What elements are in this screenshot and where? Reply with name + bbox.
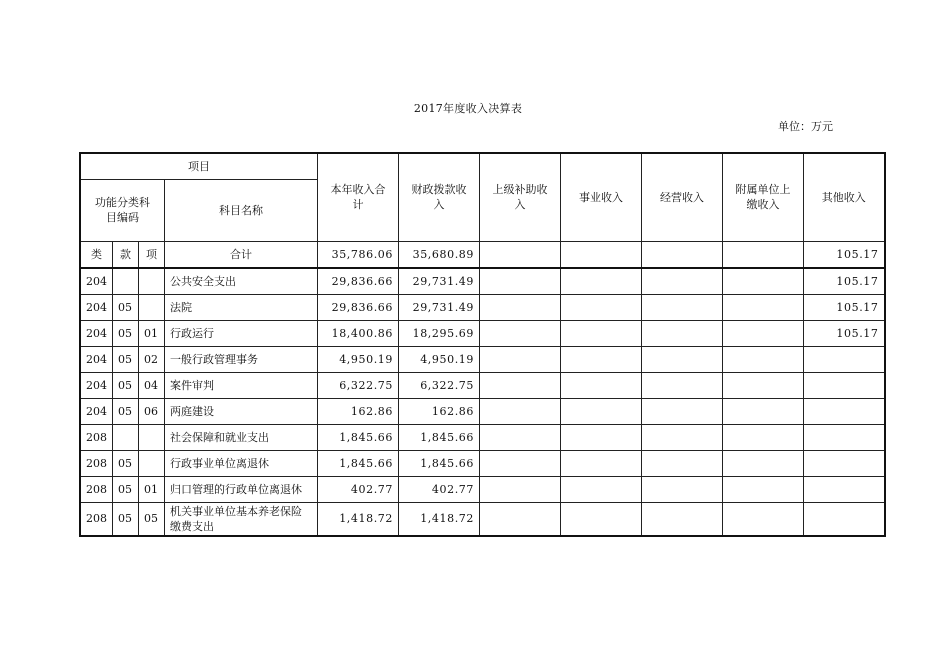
header-xiang: 项 xyxy=(139,241,165,268)
cell-total: 29,836.66 xyxy=(318,268,399,294)
cell-affiliate xyxy=(723,502,804,536)
cell-lei: 204 xyxy=(80,320,113,346)
cell-xiang: 01 xyxy=(139,476,165,502)
cell-operating xyxy=(642,320,723,346)
cell-total: 18,400.86 xyxy=(318,320,399,346)
cell-fiscal: 6,322.75 xyxy=(399,372,480,398)
cell-total: 402.77 xyxy=(318,476,399,502)
cell-operating xyxy=(642,476,723,502)
cell-upper-subsidy xyxy=(480,450,561,476)
cell-fiscal: 1,845.66 xyxy=(399,424,480,450)
cell-kuan: 05 xyxy=(113,450,139,476)
cell-xiang xyxy=(139,294,165,320)
summary-fiscal: 35,680.89 xyxy=(399,241,480,268)
unit-label: 单位：万元 xyxy=(778,120,833,133)
cell-operating xyxy=(642,450,723,476)
cell-lei: 204 xyxy=(80,268,113,294)
cell-fiscal: 29,731.49 xyxy=(399,268,480,294)
cell-lei: 204 xyxy=(80,398,113,424)
cell-other: 105.17 xyxy=(804,268,885,294)
cell-affiliate xyxy=(723,294,804,320)
summary-label: 合计 xyxy=(165,241,318,268)
cell-name: 两庭建设 xyxy=(165,398,318,424)
cell-xiang: 01 xyxy=(139,320,165,346)
cell-xiang: 02 xyxy=(139,346,165,372)
table-row xyxy=(80,450,885,476)
summary-other: 105.17 xyxy=(804,241,885,268)
cell-fiscal: 29,731.49 xyxy=(399,294,480,320)
cell-total: 6,322.75 xyxy=(318,372,399,398)
cell-name: 案件审判 xyxy=(165,372,318,398)
table-row xyxy=(80,424,885,450)
table-row xyxy=(80,502,885,536)
cell-kuan xyxy=(113,268,139,294)
cell-xiang xyxy=(139,424,165,450)
cell-upper-subsidy xyxy=(480,268,561,294)
header-kuan: 款 xyxy=(113,241,139,268)
cell-affiliate xyxy=(723,346,804,372)
cell-business xyxy=(561,476,642,502)
cell-business xyxy=(561,398,642,424)
cell-upper-subsidy xyxy=(480,502,561,536)
cell-upper-subsidy xyxy=(480,398,561,424)
cell-lei: 208 xyxy=(80,450,113,476)
header-affiliate: 附属单位上缴收入 xyxy=(723,153,804,241)
cell-other: 105.17 xyxy=(804,294,885,320)
table-row xyxy=(80,372,885,398)
table-row xyxy=(80,320,885,346)
header-lei: 类 xyxy=(80,241,113,268)
revenue-table xyxy=(79,152,886,537)
cell-fiscal: 18,295.69 xyxy=(399,320,480,346)
cell-xiang: 04 xyxy=(139,372,165,398)
summary-affiliate xyxy=(723,241,804,268)
header-upper-subsidy: 上级补助收入 xyxy=(480,153,561,241)
table-row xyxy=(80,346,885,372)
cell-upper-subsidy xyxy=(480,372,561,398)
cell-business xyxy=(561,502,642,536)
cell-business xyxy=(561,320,642,346)
cell-total: 1,845.66 xyxy=(318,450,399,476)
header-project: 项目 xyxy=(80,153,318,179)
table-row xyxy=(80,268,885,294)
header-row-1 xyxy=(80,153,885,179)
header-business: 事业收入 xyxy=(561,153,642,241)
cell-kuan: 05 xyxy=(113,294,139,320)
cell-lei: 208 xyxy=(80,476,113,502)
cell-other xyxy=(804,372,885,398)
summary-upper-subsidy xyxy=(480,241,561,268)
cell-upper-subsidy xyxy=(480,320,561,346)
cell-affiliate xyxy=(723,476,804,502)
cell-business xyxy=(561,424,642,450)
table-row xyxy=(80,398,885,424)
cell-total: 29,836.66 xyxy=(318,294,399,320)
cell-fiscal: 4,950.19 xyxy=(399,346,480,372)
cell-upper-subsidy xyxy=(480,424,561,450)
cell-business xyxy=(561,268,642,294)
cell-xiang xyxy=(139,450,165,476)
cell-other xyxy=(804,450,885,476)
cell-name: 机关事业单位基本养老保险缴费支出 xyxy=(165,502,318,536)
header-fiscal: 财政拨款收入 xyxy=(399,153,480,241)
summary-row xyxy=(80,241,885,268)
cell-total: 4,950.19 xyxy=(318,346,399,372)
cell-lei: 204 xyxy=(80,346,113,372)
cell-name: 归口管理的行政单位离退休 xyxy=(165,476,318,502)
cell-name: 行政运行 xyxy=(165,320,318,346)
cell-affiliate xyxy=(723,450,804,476)
cell-kuan: 05 xyxy=(113,372,139,398)
cell-business xyxy=(561,294,642,320)
cell-affiliate xyxy=(723,398,804,424)
header-subject-name: 科目名称 xyxy=(165,179,318,241)
cell-name: 公共安全支出 xyxy=(165,268,318,294)
cell-fiscal: 402.77 xyxy=(399,476,480,502)
cell-business xyxy=(561,372,642,398)
cell-operating xyxy=(642,424,723,450)
cell-name: 社会保障和就业支出 xyxy=(165,424,318,450)
summary-operating xyxy=(642,241,723,268)
cell-affiliate xyxy=(723,424,804,450)
cell-operating xyxy=(642,398,723,424)
cell-operating xyxy=(642,502,723,536)
table-row xyxy=(80,294,885,320)
cell-other xyxy=(804,398,885,424)
cell-operating xyxy=(642,372,723,398)
cell-total: 1,418.72 xyxy=(318,502,399,536)
summary-business xyxy=(561,241,642,268)
header-function-code: 功能分类科目编码 xyxy=(80,179,165,241)
cell-kuan: 05 xyxy=(113,320,139,346)
cell-other xyxy=(804,502,885,536)
cell-lei: 204 xyxy=(80,372,113,398)
cell-xiang: 06 xyxy=(139,398,165,424)
cell-other xyxy=(804,476,885,502)
cell-upper-subsidy xyxy=(480,476,561,502)
cell-total: 1,845.66 xyxy=(318,424,399,450)
header-other: 其他收入 xyxy=(804,153,885,241)
cell-operating xyxy=(642,268,723,294)
cell-xiang xyxy=(139,268,165,294)
cell-fiscal: 1,845.66 xyxy=(399,450,480,476)
cell-kuan: 05 xyxy=(113,398,139,424)
cell-business xyxy=(561,450,642,476)
cell-fiscal: 1,418.72 xyxy=(399,502,480,536)
cell-operating xyxy=(642,294,723,320)
table-row xyxy=(80,476,885,502)
cell-kuan: 05 xyxy=(113,476,139,502)
page-title: 2017年度收入决算表 xyxy=(413,102,523,115)
cell-name: 行政事业单位离退休 xyxy=(165,450,318,476)
cell-total: 162.86 xyxy=(318,398,399,424)
cell-other xyxy=(804,424,885,450)
cell-upper-subsidy xyxy=(480,346,561,372)
cell-kuan xyxy=(113,424,139,450)
cell-xiang: 05 xyxy=(139,502,165,536)
cell-lei: 208 xyxy=(80,424,113,450)
cell-affiliate xyxy=(723,268,804,294)
cell-operating xyxy=(642,346,723,372)
cell-lei: 208 xyxy=(80,502,113,536)
cell-name: 一般行政管理事务 xyxy=(165,346,318,372)
cell-other xyxy=(804,346,885,372)
summary-total: 35,786.06 xyxy=(318,241,399,268)
cell-kuan: 05 xyxy=(113,502,139,536)
cell-name: 法院 xyxy=(165,294,318,320)
header-total: 本年收入合计 xyxy=(318,153,399,241)
cell-fiscal: 162.86 xyxy=(399,398,480,424)
cell-affiliate xyxy=(723,372,804,398)
cell-other: 105.17 xyxy=(804,320,885,346)
header-operating: 经营收入 xyxy=(642,153,723,241)
cell-kuan: 05 xyxy=(113,346,139,372)
cell-lei: 204 xyxy=(80,294,113,320)
cell-business xyxy=(561,346,642,372)
cell-affiliate xyxy=(723,320,804,346)
cell-upper-subsidy xyxy=(480,294,561,320)
